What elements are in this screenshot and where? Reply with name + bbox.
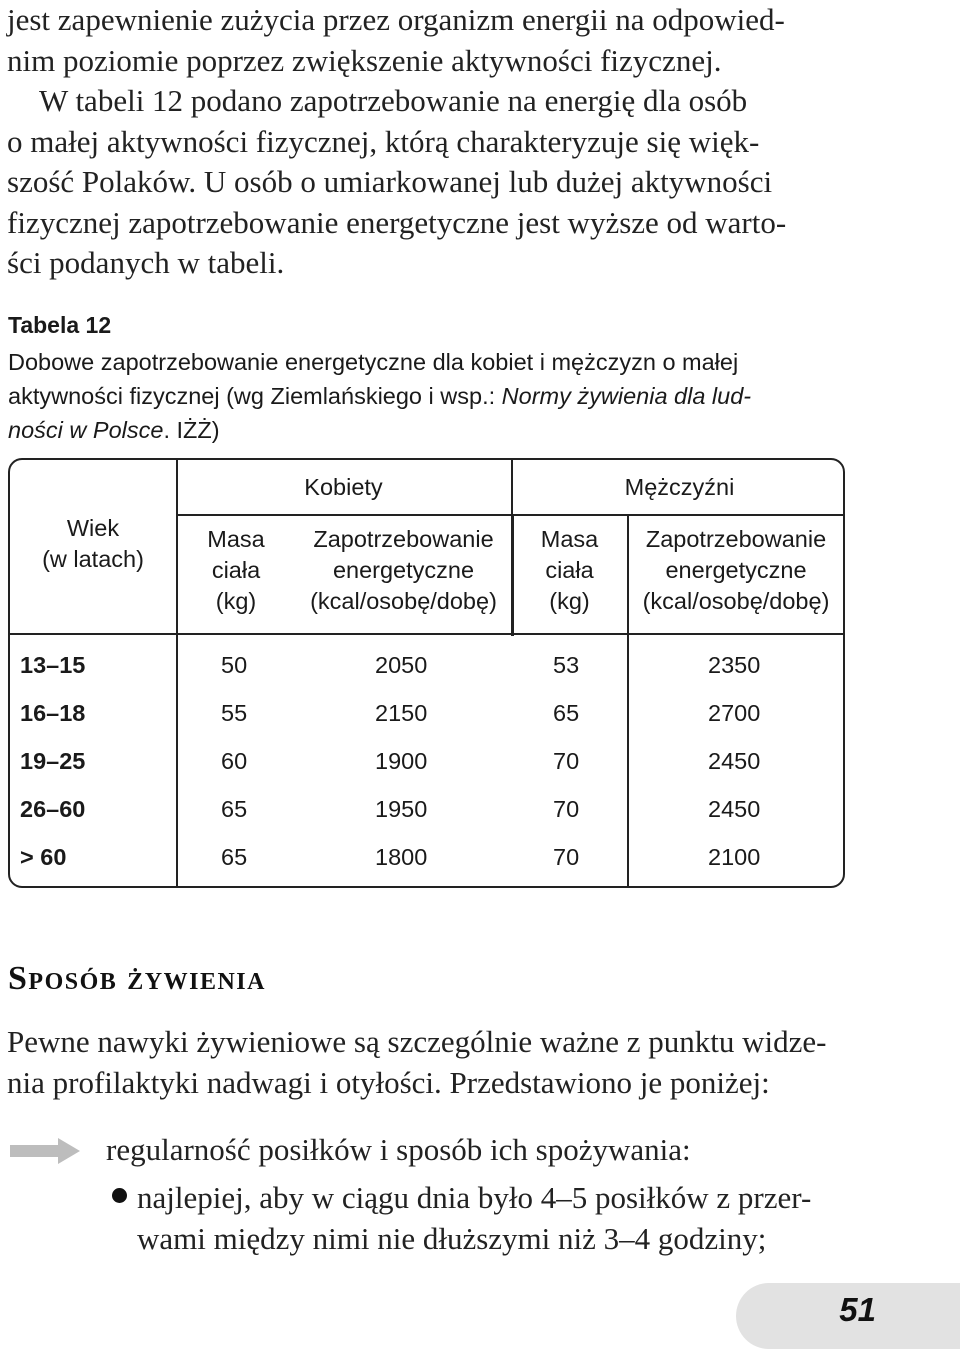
table-cell: 60 (221, 748, 248, 774)
header-line: ciała (211, 557, 261, 583)
table-cell-age: 26–60 (20, 796, 86, 822)
caption-line (8, 413, 853, 447)
table-header-men-energy (627, 524, 845, 617)
header-line: (kcal/osobę/dobę) (310, 588, 497, 614)
header-line: (kg) (549, 588, 590, 614)
table-cell: 70 (553, 796, 580, 822)
intro-line: jest zapewnienie zużycia przez organizm energii na odpowied- (7, 2, 785, 37)
table-cell: 1900 (375, 748, 428, 774)
table-cell-age: > 60 (20, 844, 67, 870)
table-header-age (10, 513, 176, 575)
table-cell: 70 (553, 844, 580, 870)
intro-line: nim poziomie poprzez zwiększenie aktywności fizycznej. (7, 42, 722, 78)
table-cell-age: 16–18 (20, 700, 86, 726)
arrow-list-item: regularność posiłków i sposób ich spożywania: (106, 1132, 691, 1167)
caption-text: . IŻŻ) (163, 417, 220, 443)
intro-line: fizycznej zapotrzebowanie energetyczne jest wyższe od warto- (7, 204, 787, 240)
intro-line: o małej aktywności fizycznej, którą charakteryzuje się więk- (7, 123, 760, 159)
table-cell-age: 19–25 (20, 748, 86, 774)
header-line: Wiek (66, 515, 120, 541)
intro-line: W tabeli 12 podano zapotrzebowanie na energię dla osób (39, 83, 748, 118)
table-cell: 53 (553, 652, 580, 678)
header-line: (kcal/osobę/dobę) (642, 588, 830, 614)
intro-line: szość Polaków. U osób o umiarkowanej lub dużej aktywności (7, 164, 773, 199)
header-line: Zapotrzebowanie (645, 526, 827, 552)
table-cell: 2700 (708, 700, 761, 726)
table-cell-age: 13–15 (20, 652, 86, 678)
table-cell: 70 (553, 748, 580, 774)
table-cell: 2450 (708, 748, 761, 774)
table-group-header-men: Mężczyźni (624, 474, 735, 500)
intro-line: ści podanych w tabeli. (7, 245, 285, 280)
header-line: energetyczne (665, 557, 807, 583)
header-line: Masa (540, 526, 599, 552)
table-cell: 55 (221, 700, 248, 726)
section-paragraph (7, 1022, 849, 1103)
table-cell: 65 (553, 700, 580, 726)
table-cell: 2150 (375, 700, 428, 726)
table-caption (8, 312, 853, 447)
bullet-list-item (137, 1178, 811, 1259)
caption-line: Dobowe zapotrzebowanie energetyczne dla kobiet i mężczyzn o małej (8, 349, 739, 375)
caption-line (8, 379, 853, 413)
table-cell: 2050 (375, 652, 428, 678)
section-line: nia profilaktyki nadwagi i otyłości. Przedstawiono je poniżej: (7, 1064, 770, 1100)
table-cell: 1950 (375, 796, 428, 822)
page-number-tab (736, 1283, 960, 1349)
caption-source-title: Normy żywienia dla lud- (501, 383, 752, 409)
bullet-dot-icon (112, 1188, 127, 1203)
table-cell: 1800 (375, 844, 428, 870)
table-cell: 2350 (708, 652, 761, 678)
header-line: ciała (545, 557, 594, 583)
table-cell: 65 (221, 844, 248, 870)
page-number: 51 (839, 1291, 876, 1328)
caption-text: aktywności fizycznej (wg Ziemlańskiego i wsp.: (8, 383, 502, 409)
header-line: (kg) (215, 588, 257, 614)
table-group-header-women: Kobiety (304, 474, 383, 500)
table-cell: 2450 (708, 796, 761, 822)
table-divider (8, 633, 845, 635)
table-divider (176, 514, 845, 516)
header-line: (w latach) (42, 546, 144, 572)
section-line: Pewne nawyki żywieniowe są szczególnie ważne z punktu widze- (7, 1024, 827, 1059)
table-cell: 50 (221, 652, 248, 678)
bullet-line: najlepiej, aby w ciągu dnia było 4–5 posiłków z przer- (137, 1180, 812, 1215)
header-line: Masa (207, 526, 265, 552)
table-header-women-energy (296, 524, 511, 617)
intro-paragraph (7, 0, 849, 284)
caption-source-title: ności w Polsce (8, 417, 164, 443)
bullet-line: wami między nimi nie dłuższymi niż 3–4 godziny; (137, 1220, 767, 1256)
right-arrow-icon (10, 1138, 80, 1164)
table-cell: 65 (221, 796, 248, 822)
section-title: Sposób żywienia (8, 960, 266, 997)
header-line: Zapotrzebowanie (313, 526, 494, 552)
table-header-women-mass (176, 524, 296, 617)
table-header-men-mass (512, 524, 627, 617)
header-line: energetyczne (332, 557, 475, 583)
table-caption-label: Tabela 12 (8, 312, 112, 338)
table-cell: 2100 (708, 844, 761, 870)
